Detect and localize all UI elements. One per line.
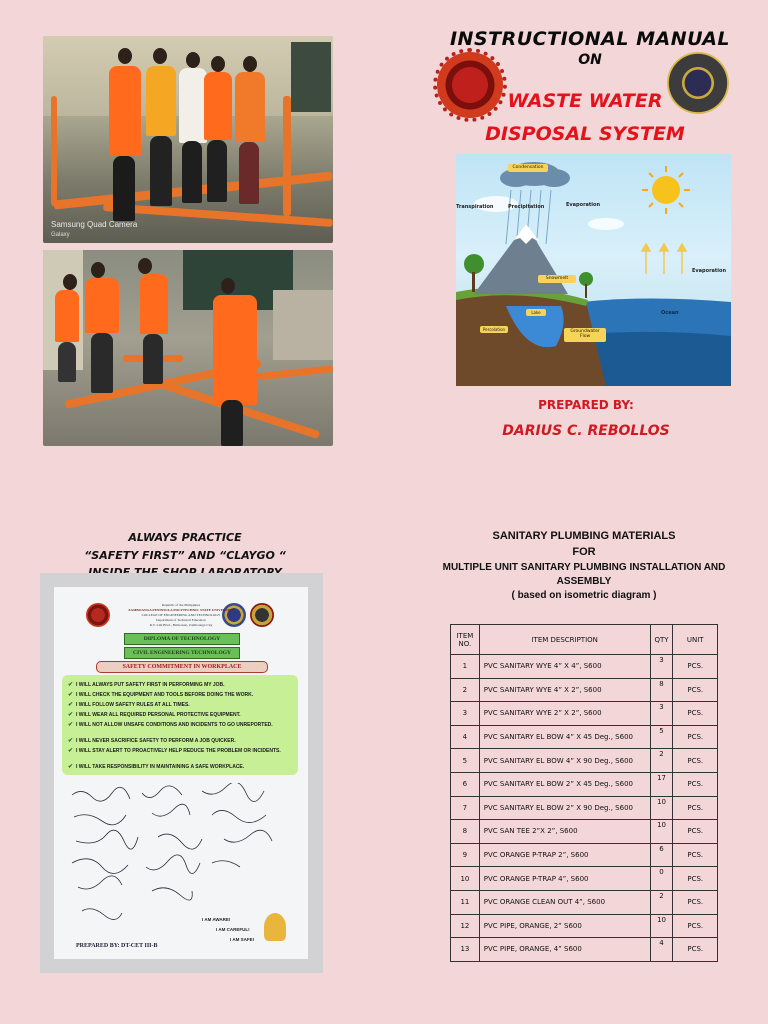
commitment-item: ✔ I WILL TAKE RESPONSIBILITY IN MAINTAINING A SAFE WORKPLACE. xyxy=(68,764,245,770)
poster-header-1: Republic of the Philippines xyxy=(161,603,201,607)
safety-caption-line2: “SAFETY FIRST” AND “CLAYGO “ xyxy=(84,549,286,562)
cell-no: 2 xyxy=(451,678,480,702)
manual-subject-line2: DISPOSAL SYSTEM xyxy=(485,123,685,145)
cell-unit: PCS. xyxy=(673,843,718,867)
safety-caption-line1: ALWAYS PRACTICE xyxy=(128,531,242,544)
water-cycle-illustration xyxy=(456,154,731,386)
camera-watermark-sub: Galaxy xyxy=(51,232,70,238)
cell-unit: PCS. xyxy=(673,938,718,962)
cell-desc: PVC PIPE, ORANGE, 4” S600 xyxy=(479,938,650,962)
table-row xyxy=(451,749,718,773)
prepared-by-label: PREPARED BY: xyxy=(538,398,634,412)
materials-subtitle: MULTIPLE UNIT SANITARY PLUMBING INSTALLATION AND ASSEMBLY xyxy=(442,562,726,587)
cell-desc: PVC SANITARY EL BOW 2” X 45 Deg., S600 xyxy=(479,772,650,796)
check-icon: ✔ xyxy=(68,738,74,744)
header-item-no: ITEM NO. xyxy=(451,625,480,655)
label-infiltration: Percolation xyxy=(482,327,506,332)
camera-watermark: Samsung Quad Camera xyxy=(51,220,138,229)
cell-qty: 3 xyxy=(650,702,673,726)
poster-banner-course: CIVIL ENGINEERING TECHNOLOGY xyxy=(124,647,240,659)
cell-qty: 17 xyxy=(650,772,673,796)
check-icon: ✔ xyxy=(68,692,74,698)
check-icon: ✔ xyxy=(68,722,74,728)
commitment-item: ✔ I WILL NOT ALLOW UNSAFE CONDITIONS AND INCIDENTS TO GO UNREPORTED. xyxy=(68,722,273,728)
poster-footer: PREPARED BY: DT-CET III-B xyxy=(76,943,158,949)
poster-header-3: COLLEGE OF ENGINEERING AND TECHNOLOGY xyxy=(141,613,221,617)
table-row xyxy=(451,796,718,820)
table-row xyxy=(451,678,718,702)
cell-desc: PVC SANITARY EL BOW 4” X 45 Deg., S600 xyxy=(479,725,650,749)
commitment-item: ✔ I WILL WEAR ALL REQUIRED PERSONAL PROTECTIVE EQUIPMENT. xyxy=(68,712,241,718)
pledge-safe: I AM SAFE! xyxy=(230,937,255,942)
commitment-item: ✔ I WILL ALWAYS PUT SAFETY FIRST IN PERFORMING MY JOB. xyxy=(68,682,225,688)
header-unit: UNIT xyxy=(673,625,718,655)
cell-no: 13 xyxy=(451,938,480,962)
cell-unit: PCS. xyxy=(673,702,718,726)
table-row xyxy=(451,867,718,891)
table-header-row xyxy=(451,625,718,655)
cell-qty: 6 xyxy=(650,843,673,867)
manual-title: INSTRUCTIONAL MANUAL xyxy=(449,28,731,50)
commitment-list xyxy=(62,675,298,775)
cell-desc: PVC SANITARY WYE 2” X 2”, S600 xyxy=(479,702,650,726)
cell-no: 1 xyxy=(451,655,480,679)
table-row xyxy=(451,843,718,867)
cell-desc: PVC SANITARY WYE 4” X 2”, S600 xyxy=(479,678,650,702)
label-snowmelt: Snowmelt xyxy=(545,276,569,281)
cell-no: 7 xyxy=(451,796,480,820)
commitment-item: ✔ I WILL CHECK THE EQUIPMENT AND TOOLS BEFORE DOING THE WORK. xyxy=(68,692,254,698)
cell-unit: PCS. xyxy=(673,655,718,679)
cell-no: 12 xyxy=(451,914,480,938)
safety-commitment-poster xyxy=(40,573,323,973)
materials-title-for: FOR xyxy=(572,546,596,558)
pledge-aware: I AM AWARE! xyxy=(202,917,231,922)
signatures-area xyxy=(62,783,300,923)
materials-title: SANITARY PLUMBING MATERIALS xyxy=(492,530,676,542)
materials-note: ( based on isometric diagram ) xyxy=(511,590,657,601)
cell-no: 5 xyxy=(451,749,480,773)
cell-qty: 3 xyxy=(650,655,673,679)
table-row xyxy=(451,655,718,679)
cell-qty: 2 xyxy=(650,749,673,773)
label-transpiration: Transpiration xyxy=(456,204,494,210)
label-evaporation-top: Evaporation xyxy=(566,202,601,208)
safety-mascot-icon xyxy=(264,913,286,941)
cell-desc: PVC ORANGE CLEAN OUT 4”, S600 xyxy=(479,890,650,914)
cell-no: 6 xyxy=(451,772,480,796)
table-row xyxy=(451,914,718,938)
check-icon: ✔ xyxy=(68,748,74,754)
cell-unit: PCS. xyxy=(673,914,718,938)
cell-qty: 5 xyxy=(650,725,673,749)
label-groundwater: Groundwater Flow xyxy=(570,329,600,339)
cell-unit: PCS. xyxy=(673,678,718,702)
cell-no: 4 xyxy=(451,725,480,749)
cell-no: 3 xyxy=(451,702,480,726)
table-row xyxy=(451,938,718,962)
cell-unit: PCS. xyxy=(673,796,718,820)
poster-header-5: R.T. Lim Blvd., Baliwasan, Zamboanga City xyxy=(149,623,213,627)
commitment-item: ✔ I WILL NEVER SACRIFICE SAFETY TO PERFORM A JOB QUICKER. xyxy=(68,738,236,744)
cell-qty: 2 xyxy=(650,890,673,914)
cell-unit: PCS. xyxy=(673,725,718,749)
table-row xyxy=(451,772,718,796)
water-cycle-diagram xyxy=(456,154,731,386)
table-row xyxy=(451,725,718,749)
cell-no: 8 xyxy=(451,820,480,844)
poster-banner-commitment: SAFETY COMMITMENT IN WORKPLACE xyxy=(96,661,268,673)
cell-no: 9 xyxy=(451,843,480,867)
cell-desc: PVC SANITARY WYE 4” X 4”, S600 xyxy=(479,655,650,679)
pledge-careful: I AM CAREFUL! xyxy=(216,927,250,932)
cell-no: 10 xyxy=(451,867,480,891)
commitment-item: ✔ I WILL STAY ALERT TO PROACTIVELY HELP REDUCE THE PROBLEM OR INCIDENTS. xyxy=(68,748,281,754)
table-row xyxy=(451,890,718,914)
poster-header-2: ZAMBOANGA PENINSULA POLYTECHNIC STATE UNIVERSITY xyxy=(128,608,234,612)
cell-qty: 0 xyxy=(650,867,673,891)
label-evaporation-right: Evaporation xyxy=(692,268,727,274)
check-icon: ✔ xyxy=(68,702,74,708)
cell-unit: PCS. xyxy=(673,890,718,914)
label-precipitation: Precipitation xyxy=(508,204,545,210)
table-row xyxy=(451,702,718,726)
check-icon: ✔ xyxy=(68,682,74,688)
commitment-item: ✔ I WILL FOLLOW SAFETY RULES AT ALL TIMES. xyxy=(68,702,190,708)
cell-qty: 8 xyxy=(650,678,673,702)
cell-desc: PVC SAN TEE 2”X 2”, S600 xyxy=(479,820,650,844)
cell-unit: PCS. xyxy=(673,867,718,891)
cell-desc: PVC SANITARY EL BOW 4” X 90 Deg., S600 xyxy=(479,749,650,773)
poster-banner-diploma: DIPLOMA OF TECHNOLOGY xyxy=(124,633,240,645)
label-lake: Lake xyxy=(531,310,541,315)
cell-desc: PVC SANITARY EL BOW 2” X 90 Deg., S600 xyxy=(479,796,650,820)
cell-no: 11 xyxy=(451,890,480,914)
cell-qty: 10 xyxy=(650,820,673,844)
manual-subject-line1: WASTE WATER xyxy=(507,90,663,112)
manual-title-on: ON xyxy=(578,52,602,68)
photo-students-group xyxy=(43,36,333,243)
check-icon: ✔ xyxy=(68,712,74,718)
cell-desc: PVC ORANGE P-TRAP 4”, S600 xyxy=(479,867,650,891)
cell-desc: PVC ORANGE P-TRAP 2”, S600 xyxy=(479,843,650,867)
label-ocean: Ocean xyxy=(661,310,679,316)
photo-students-working xyxy=(43,250,333,446)
label-condensation: Condensation xyxy=(512,165,544,170)
cell-unit: PCS. xyxy=(673,749,718,773)
poster-header-4: Department of Technical Education xyxy=(156,618,206,622)
author-name: DARIUS C. REBOLLOS xyxy=(502,423,670,439)
materials-table xyxy=(450,624,718,962)
cell-desc: PVC PIPE, ORANGE, 2” S600 xyxy=(479,914,650,938)
check-icon: ✔ xyxy=(68,764,74,770)
cell-qty: 10 xyxy=(650,914,673,938)
header-qty: QTY xyxy=(650,625,673,655)
table-row xyxy=(451,820,718,844)
header-item-description: ITEM DESCRIPTION xyxy=(479,625,650,655)
sun-icon xyxy=(642,166,690,214)
cell-qty: 10 xyxy=(650,796,673,820)
cell-unit: PCS. xyxy=(673,820,718,844)
cell-unit: PCS. xyxy=(673,772,718,796)
cell-qty: 4 xyxy=(650,938,673,962)
